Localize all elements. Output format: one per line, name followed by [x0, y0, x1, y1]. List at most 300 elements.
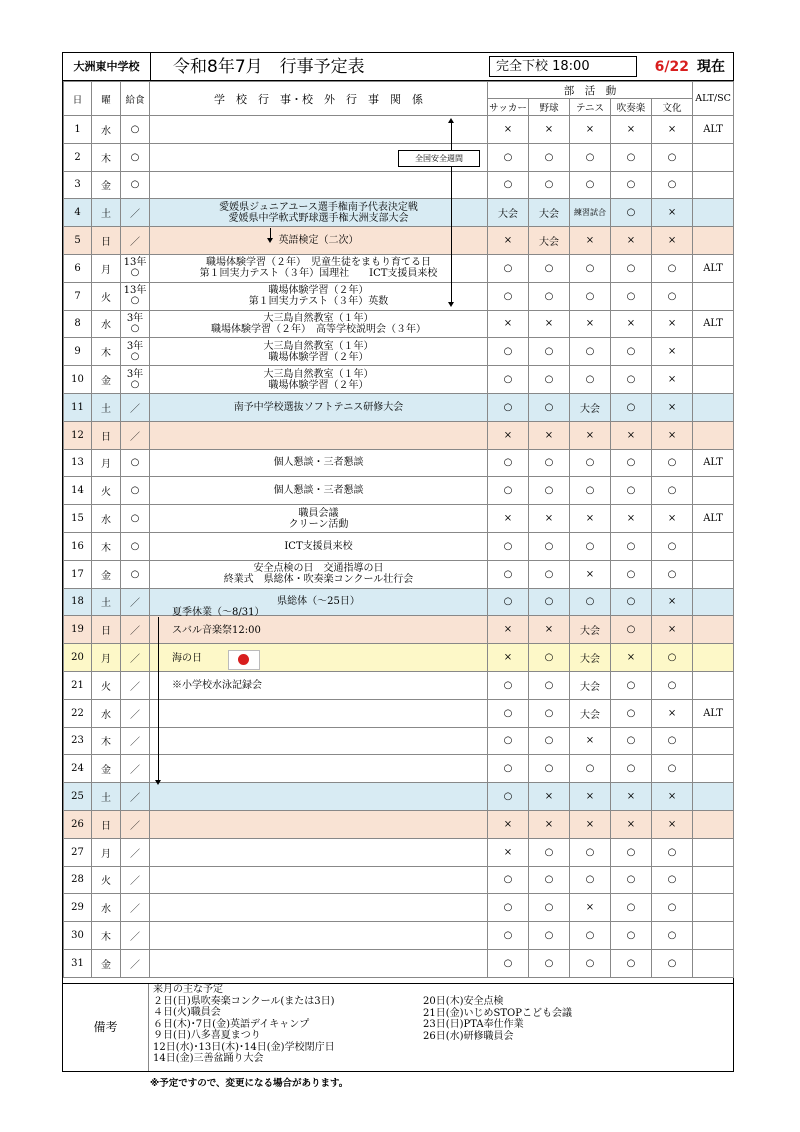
weekday-cell: 金 — [92, 755, 121, 783]
events-cell — [150, 866, 488, 894]
club-cell: ○ — [488, 727, 529, 755]
col-lunch: 給食 — [121, 82, 150, 116]
alt-cell — [693, 838, 734, 866]
eiken-arrow-down — [267, 238, 273, 243]
club-cell: ○ — [529, 838, 570, 866]
club-cell: ○ — [488, 671, 529, 699]
table-row — [64, 810, 734, 838]
table-row — [64, 393, 734, 421]
club-cell: × — [652, 366, 693, 394]
club-cell: × — [529, 616, 570, 644]
alt-cell — [693, 532, 734, 560]
club-cell: ○ — [652, 171, 693, 199]
lunch-cell: ／ — [121, 838, 150, 866]
club-cell: 大会 — [570, 644, 611, 672]
club-cell: ○ — [611, 477, 652, 505]
club-cell: ○ — [652, 866, 693, 894]
club-cell: × — [570, 505, 611, 533]
as-of-date-value: 6/22 — [654, 59, 689, 75]
alt-cell — [693, 810, 734, 838]
club-cell: ○ — [652, 282, 693, 310]
club-cell: ○ — [611, 171, 652, 199]
safety-week-arrow-down — [448, 302, 454, 307]
events-cell — [150, 477, 488, 505]
club-cell: × — [652, 338, 693, 366]
events-cell — [150, 810, 488, 838]
alt-cell: ALT — [693, 449, 734, 477]
table-row — [64, 449, 734, 477]
events-cell — [150, 366, 488, 394]
weekday-cell: 月 — [92, 644, 121, 672]
remark-line: 20日(木)安全点検 — [423, 996, 504, 1007]
alt-cell — [693, 199, 734, 227]
alt-cell — [693, 922, 734, 950]
club-cell: × — [570, 116, 611, 144]
table-row — [64, 755, 734, 783]
table-row — [64, 560, 734, 588]
event-line: 第１回実力テスト（３年）英数 — [248, 296, 389, 308]
club-cell: × — [570, 894, 611, 922]
club-cell: × — [611, 810, 652, 838]
lunch-cell: ／ — [121, 421, 150, 449]
schedule-table — [63, 81, 734, 978]
events-cell — [150, 505, 488, 533]
lunch-cell: ○ — [121, 116, 150, 144]
lunch-cell: 3年 ○ — [121, 366, 150, 394]
weekday-cell: 水 — [92, 310, 121, 338]
events-cell — [150, 755, 488, 783]
events-cell — [150, 560, 488, 588]
weekday-cell: 金 — [92, 949, 121, 977]
club-cell: ○ — [570, 449, 611, 477]
club-cell: ○ — [488, 922, 529, 950]
remark-line: 21日(金)いじめSTOPこども会議 — [423, 1007, 572, 1019]
club-cell: ○ — [611, 838, 652, 866]
day-cell: 20 — [64, 644, 92, 672]
event-line: 職場体験学習（２年） — [268, 379, 369, 391]
weekday-cell: 土 — [92, 199, 121, 227]
day-cell: 29 — [64, 894, 92, 922]
club-cell: ○ — [488, 338, 529, 366]
club-cell: ○ — [529, 671, 570, 699]
club-cell: × — [488, 810, 529, 838]
club-cell: ○ — [488, 171, 529, 199]
weekday-cell: 土 — [92, 588, 121, 616]
weekday-cell: 水 — [92, 699, 121, 727]
alt-cell — [693, 227, 734, 255]
events-cell — [150, 838, 488, 866]
club-cell: × — [570, 421, 611, 449]
col-club-tennis: テニス — [570, 99, 611, 116]
club-cell: × — [570, 810, 611, 838]
club-cell: ○ — [488, 894, 529, 922]
club-cell: ○ — [488, 560, 529, 588]
club-cell: ○ — [529, 894, 570, 922]
club-cell: ○ — [529, 449, 570, 477]
club-cell: ○ — [488, 366, 529, 394]
remark-line: ２日(日)県吹奏楽コンクール(または3日) — [153, 995, 335, 1007]
alt-cell: ALT — [693, 699, 734, 727]
event-line: 職場体験学習（２年） — [268, 351, 369, 363]
club-cell: × — [652, 810, 693, 838]
club-cell: ○ — [529, 338, 570, 366]
lunch-cell: 3年 ○ — [121, 310, 150, 338]
day-cell: 11 — [64, 393, 92, 421]
weekday-cell: 火 — [92, 671, 121, 699]
club-cell: ○ — [570, 338, 611, 366]
event-line: クリーン活動 — [288, 518, 349, 530]
alt-cell — [693, 477, 734, 505]
club-cell: ○ — [652, 254, 693, 282]
events-cell — [150, 727, 488, 755]
summer-break-label: 夏季休業（～8/31） — [172, 607, 265, 618]
alt-cell: ALT — [693, 505, 734, 533]
safety-week-arrow-up — [448, 118, 454, 123]
event-line: 安全点検の日 交通指導の日 — [253, 563, 384, 575]
club-cell: ○ — [611, 866, 652, 894]
col-events: 学 校 行 事・校 外 行 事 関 係 — [150, 82, 488, 116]
club-cell: ○ — [529, 922, 570, 950]
lunch-cell: ○ — [121, 143, 150, 171]
day-cell: 19 — [64, 616, 92, 644]
schedule-sheet — [62, 52, 734, 1072]
table-row — [64, 783, 734, 811]
day-cell: 6 — [64, 254, 92, 282]
club-cell: × — [488, 838, 529, 866]
lunch-cell: ○ — [121, 449, 150, 477]
table-row — [64, 866, 734, 894]
club-cell: ○ — [611, 699, 652, 727]
weekday-cell: 水 — [92, 894, 121, 922]
club-cell: × — [652, 588, 693, 616]
day-cell: 2 — [64, 143, 92, 171]
lunch-cell: ／ — [121, 199, 150, 227]
club-cell: ○ — [652, 727, 693, 755]
event-line: 職場体験学習（２年） 高等学校説明会（３年） — [211, 323, 426, 335]
event-line: 職員会議 — [298, 507, 339, 519]
club-cell: ○ — [529, 282, 570, 310]
club-cell: ○ — [611, 282, 652, 310]
events-cell — [150, 116, 488, 144]
page-title: 令和8年7月 行事予定表 — [173, 57, 365, 77]
day-cell: 18 — [64, 588, 92, 616]
dismissal-time: 完全下校 18:00 — [489, 56, 637, 77]
table-row — [64, 116, 734, 144]
club-cell: ○ — [529, 477, 570, 505]
table-row — [64, 644, 734, 672]
remark-line: 14日(金)三善盆踊り大会 — [153, 1053, 264, 1064]
club-cell: ○ — [488, 588, 529, 616]
club-cell: ○ — [652, 644, 693, 672]
club-cell: ○ — [652, 671, 693, 699]
lunch-cell: ○ — [121, 560, 150, 588]
weekday-cell: 火 — [92, 866, 121, 894]
club-cell: ○ — [611, 922, 652, 950]
table-row — [64, 171, 734, 199]
lunch-cell: ／ — [121, 866, 150, 894]
lunch-cell: ／ — [121, 227, 150, 255]
weekday-cell: 火 — [92, 282, 121, 310]
events-cell — [150, 421, 488, 449]
club-cell: ○ — [529, 366, 570, 394]
remarks-col-2 — [423, 996, 572, 1042]
day-cell: 28 — [64, 866, 92, 894]
weekday-cell: 水 — [92, 505, 121, 533]
club-cell: ○ — [652, 560, 693, 588]
club-cell: ○ — [488, 532, 529, 560]
col-club-soccer: サッカー — [488, 99, 529, 116]
club-cell: × — [529, 505, 570, 533]
footnote: ※予定ですので、変更になる場合があります。 — [150, 1078, 349, 1089]
events-cell — [150, 310, 488, 338]
alt-cell — [693, 171, 734, 199]
day-cell: 5 — [64, 227, 92, 255]
table-row — [64, 616, 734, 644]
club-cell: × — [652, 699, 693, 727]
club-cell: ○ — [488, 866, 529, 894]
club-cell: ○ — [570, 171, 611, 199]
table-row — [64, 532, 734, 560]
club-cell: × — [611, 421, 652, 449]
club-cell: ○ — [488, 477, 529, 505]
club-cell: ○ — [529, 560, 570, 588]
club-cell: ○ — [488, 254, 529, 282]
remark-line: 12日(水)･13日(木)･14日(金)学校閉庁日 — [153, 1041, 335, 1053]
club-cell: × — [570, 310, 611, 338]
lunch-cell: ／ — [121, 810, 150, 838]
alt-cell — [693, 338, 734, 366]
events-cell — [150, 699, 488, 727]
table-row — [64, 254, 734, 282]
weekday-cell: 木 — [92, 532, 121, 560]
club-cell: ○ — [570, 532, 611, 560]
alt-cell — [693, 393, 734, 421]
table-row — [64, 949, 734, 977]
lunch-cell: ／ — [121, 783, 150, 811]
alt-cell — [693, 588, 734, 616]
table-row — [64, 838, 734, 866]
club-cell: 大会 — [570, 393, 611, 421]
club-cell: 大会 — [570, 616, 611, 644]
club-cell: × — [611, 116, 652, 144]
club-cell: ○ — [611, 616, 652, 644]
col-alt: ALT/SC — [693, 82, 734, 116]
event-line: 第１回実力テスト（３年）国理社 ICT支援員来校 — [199, 268, 438, 280]
alt-cell — [693, 421, 734, 449]
event-line: 個人懇談・三者懇談 — [273, 457, 364, 469]
alt-cell — [693, 949, 734, 977]
club-cell: × — [611, 505, 652, 533]
club-cell: ○ — [570, 949, 611, 977]
club-cell: ○ — [570, 477, 611, 505]
weekday-cell: 水 — [92, 116, 121, 144]
table-row — [64, 282, 734, 310]
as-of-suffix: 現在 — [697, 59, 725, 75]
event-line: 県総体（～25日） — [277, 596, 360, 608]
weekday-cell: 土 — [92, 783, 121, 811]
alt-cell — [693, 560, 734, 588]
table-row — [64, 922, 734, 950]
day-cell: 25 — [64, 783, 92, 811]
club-cell: ○ — [611, 755, 652, 783]
club-cell: × — [570, 227, 611, 255]
day-cell: 31 — [64, 949, 92, 977]
alt-cell — [693, 783, 734, 811]
col-club-culture: 文化 — [652, 99, 693, 116]
club-cell: ○ — [652, 922, 693, 950]
weekday-cell: 日 — [92, 227, 121, 255]
club-cell: ○ — [488, 143, 529, 171]
event-line: 英語検定（二次） — [278, 235, 359, 247]
col-club-baseball: 野球 — [529, 99, 570, 116]
club-cell: ○ — [488, 393, 529, 421]
club-cell: ○ — [529, 532, 570, 560]
lunch-cell: 3年 ○ — [121, 338, 150, 366]
event-line: 職場体験学習（２年） — [268, 285, 369, 297]
club-cell: ○ — [611, 588, 652, 616]
club-cell: × — [652, 227, 693, 255]
weekday-cell: 金 — [92, 171, 121, 199]
day-cell: 15 — [64, 505, 92, 533]
remarks-col-1 — [153, 984, 335, 1065]
remark-line: ６日(木)･7日(金)英語デイキャンプ — [153, 1018, 310, 1030]
remarks-label: 備考 — [63, 984, 149, 1071]
alt-cell: ALT — [693, 310, 734, 338]
table-row — [64, 477, 734, 505]
table-row — [64, 338, 734, 366]
table-row — [64, 894, 734, 922]
club-cell: × — [611, 644, 652, 672]
club-cell: × — [488, 421, 529, 449]
lunch-cell: ／ — [121, 894, 150, 922]
day-cell: 26 — [64, 810, 92, 838]
remarks-section — [63, 983, 733, 1071]
lunch-cell: ○ — [121, 171, 150, 199]
lunch-cell: 13年 ○ — [121, 282, 150, 310]
marine-day-label: 海の日 — [172, 653, 202, 664]
club-cell: ○ — [529, 588, 570, 616]
events-cell — [150, 922, 488, 950]
club-cell: ○ — [652, 755, 693, 783]
club-cell: × — [611, 783, 652, 811]
table-row — [64, 699, 734, 727]
club-cell: ○ — [570, 366, 611, 394]
club-cell: ○ — [611, 727, 652, 755]
day-cell: 30 — [64, 922, 92, 950]
day-cell: 16 — [64, 532, 92, 560]
club-cell: ○ — [652, 477, 693, 505]
day-cell: 21 — [64, 671, 92, 699]
club-cell: ○ — [611, 532, 652, 560]
club-cell: ○ — [529, 143, 570, 171]
event-line: 大三島自然教室（１年） — [263, 340, 374, 352]
events-cell — [150, 199, 488, 227]
club-cell: ○ — [652, 949, 693, 977]
table-row — [64, 227, 734, 255]
club-cell: × — [652, 393, 693, 421]
club-cell: ○ — [529, 866, 570, 894]
event-line: 愛媛県中学軟式野球選手権大洲支部大会 — [228, 212, 409, 224]
event-line: 個人懇談・三者懇談 — [273, 485, 364, 497]
weekday-cell: 金 — [92, 366, 121, 394]
club-cell: ○ — [652, 532, 693, 560]
club-cell: 大会 — [529, 199, 570, 227]
summer-break-arrow-line — [158, 617, 159, 781]
club-cell: ○ — [488, 282, 529, 310]
col-clubs-group: 部 活 動 — [488, 82, 693, 99]
event-line: 愛媛県ジュニアユース選手権南予代表決定戦 — [219, 201, 418, 213]
club-cell: × — [570, 560, 611, 588]
header-bar — [63, 53, 733, 81]
alt-cell — [693, 894, 734, 922]
table-row — [64, 588, 734, 616]
weekday-cell: 金 — [92, 560, 121, 588]
weekday-cell: 日 — [92, 421, 121, 449]
club-cell: ○ — [611, 894, 652, 922]
table-row — [64, 366, 734, 394]
club-cell: × — [652, 116, 693, 144]
club-cell: ○ — [611, 338, 652, 366]
safety-week-box: 全国安全週間 — [398, 150, 480, 167]
club-cell: ○ — [488, 699, 529, 727]
weekday-cell: 日 — [92, 616, 121, 644]
table-row — [64, 310, 734, 338]
club-cell: ○ — [611, 671, 652, 699]
club-cell: × — [652, 421, 693, 449]
events-cell — [150, 949, 488, 977]
club-cell: ○ — [611, 949, 652, 977]
weekday-cell: 木 — [92, 338, 121, 366]
remark-line: ９日(日)八多喜夏まつり — [153, 1030, 261, 1041]
event-line: 大三島自然教室（１年） — [263, 312, 374, 324]
club-cell: × — [488, 310, 529, 338]
weekday-cell: 木 — [92, 922, 121, 950]
club-cell: × — [570, 783, 611, 811]
lunch-cell: ○ — [121, 505, 150, 533]
table-row — [64, 671, 734, 699]
day-cell: 23 — [64, 727, 92, 755]
day-cell: 10 — [64, 366, 92, 394]
alt-cell — [693, 143, 734, 171]
club-cell: 練習試合 — [570, 199, 611, 227]
lunch-cell: ／ — [121, 393, 150, 421]
events-cell — [150, 393, 488, 421]
club-cell: ○ — [570, 254, 611, 282]
events-cell — [150, 338, 488, 366]
club-cell: × — [652, 783, 693, 811]
club-cell: 大会 — [570, 671, 611, 699]
club-cell: ○ — [529, 699, 570, 727]
club-cell: × — [488, 505, 529, 533]
remark-line: 23日(日)PTA奉仕作業 — [423, 1019, 524, 1030]
day-cell: 7 — [64, 282, 92, 310]
weekday-cell: 月 — [92, 254, 121, 282]
lunch-cell: ／ — [121, 616, 150, 644]
alt-cell — [693, 644, 734, 672]
club-cell: ○ — [652, 449, 693, 477]
club-cell: ○ — [529, 644, 570, 672]
event-line: 終業式 県総体・吹奏楽コンクール壮行会 — [223, 574, 414, 586]
club-cell: × — [652, 616, 693, 644]
club-cell: ○ — [488, 449, 529, 477]
alt-cell — [693, 727, 734, 755]
event-line: ICT支援員来校 — [284, 540, 353, 552]
day-cell: 24 — [64, 755, 92, 783]
day-cell: 27 — [64, 838, 92, 866]
club-cell: × — [570, 727, 611, 755]
lunch-cell: 13年 ○ — [121, 254, 150, 282]
club-cell: ○ — [570, 866, 611, 894]
